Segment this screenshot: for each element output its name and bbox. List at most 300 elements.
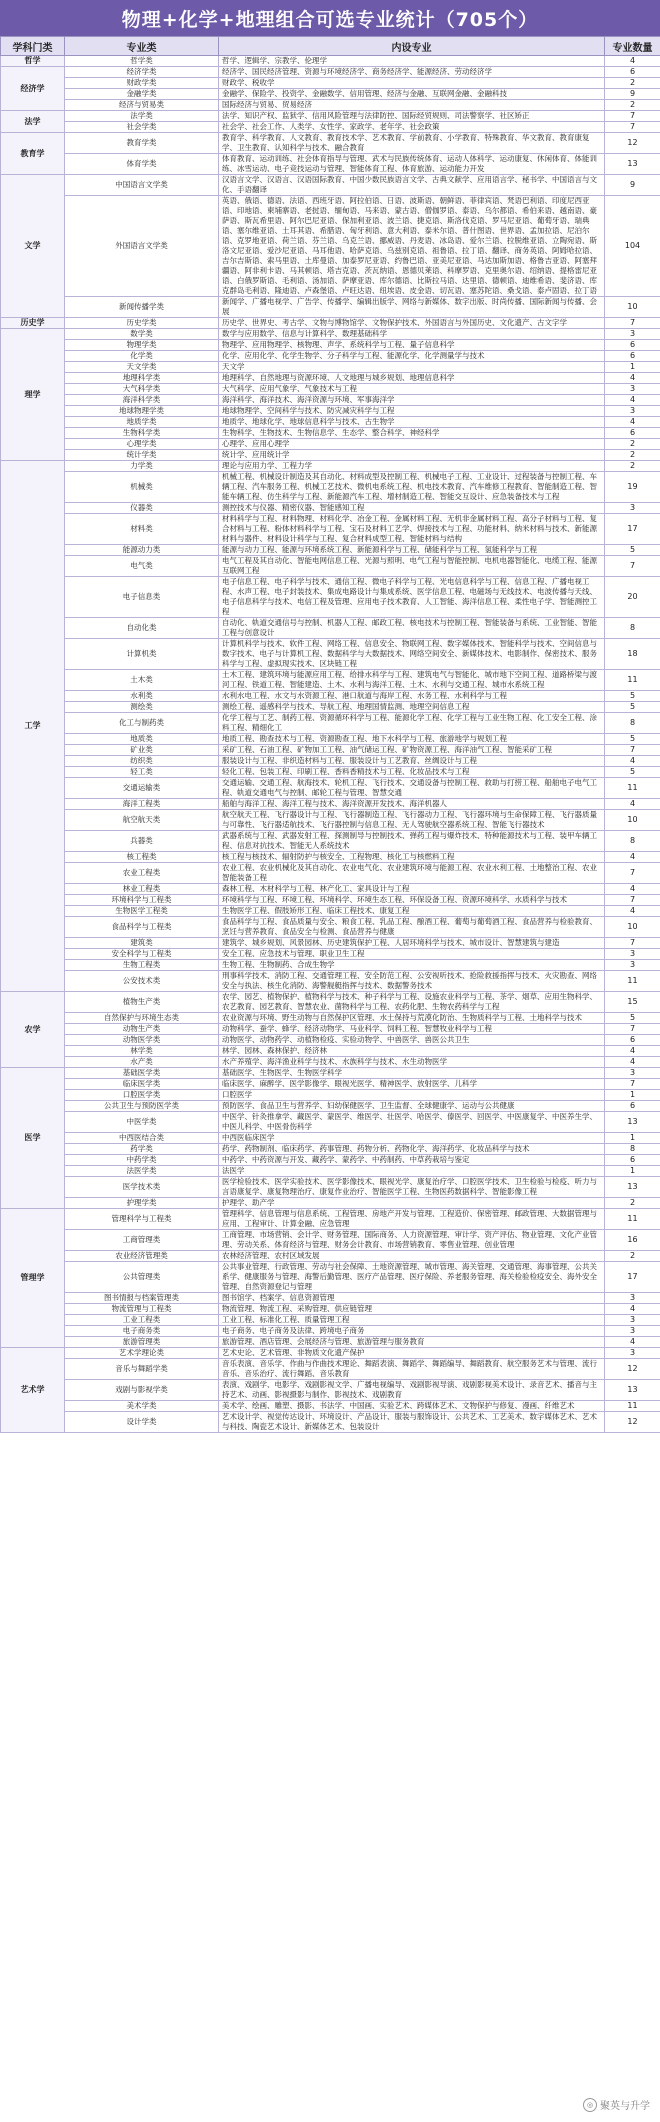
table-row — [1, 1155, 660, 1166]
major-class-cell: 财政学类 — [65, 78, 219, 89]
count-cell: 11 — [605, 1209, 660, 1230]
count-cell: 7 — [605, 318, 660, 329]
table-row — [1, 1359, 660, 1380]
majors-cell: 公共事业管理、行政管理、劳动与社会保障、土地资源管理、城市管理、海关管理、交通管理、海事管理、公共关系学、健康服务与管理、海警后勤管理、医疗产品管理、医疗保险、养老服务管理、海关检验检疫安全、海外安全管理、自然资源登记与管理 — [219, 1262, 605, 1293]
count-cell: 4 — [605, 1046, 660, 1057]
count-cell: 18 — [605, 639, 660, 670]
table-row — [1, 906, 660, 917]
majors-cell: 美术学、绘画、雕塑、摄影、书法学、中国画、实验艺术、跨媒体艺术、文物保护与修复、漫画、纤维艺术 — [219, 1401, 605, 1412]
count-cell: 1 — [605, 1166, 660, 1177]
category-cell: 法学 — [1, 111, 65, 133]
majors-cell: 农业资源与环境、野生动物与自然保护区管理、水土保持与荒漠化防治、生物质科学与工程、土地科学与技术 — [219, 1013, 605, 1024]
table-row — [1, 472, 660, 503]
count-cell: 6 — [605, 1035, 660, 1046]
table-row — [1, 384, 660, 395]
major-class-cell: 水利类 — [65, 691, 219, 702]
majors-cell: 农林经济管理、农村区域发展 — [219, 1251, 605, 1262]
count-cell: 10 — [605, 917, 660, 938]
count-cell: 4 — [605, 799, 660, 810]
major-class-cell: 外国语言文学类 — [65, 196, 219, 297]
majors-cell: 财政学、税收学 — [219, 78, 605, 89]
major-class-cell: 公共卫生与预防医学类 — [65, 1101, 219, 1112]
count-cell: 4 — [605, 373, 660, 384]
major-class-cell: 农业经济管理类 — [65, 1251, 219, 1262]
table-row — [1, 175, 660, 196]
major-class-cell: 核工程类 — [65, 852, 219, 863]
major-class-cell: 艺术学理论类 — [65, 1348, 219, 1359]
count-cell: 7 — [605, 111, 660, 122]
table-row — [1, 503, 660, 514]
count-cell: 5 — [605, 734, 660, 745]
majors-cell: 武器系统与工程、武器发射工程、探测制导与控制技术、弹药工程与爆炸技术、特种能源技术与工程、装甲车辆工程、信息对抗技术、智能无人系统技术 — [219, 831, 605, 852]
table-row — [1, 949, 660, 960]
majors-cell: 生物工程、生物制药、合成生物学 — [219, 960, 605, 971]
count-cell: 4 — [605, 395, 660, 406]
table-row — [1, 1251, 660, 1262]
major-class-cell: 电子信息类 — [65, 577, 219, 618]
count-cell: 8 — [605, 1144, 660, 1155]
majors-cell: 音乐表演、音乐学、作曲与作曲技术理论、舞蹈表演、舞蹈学、舞蹈编导、舞蹈教育、航空服务艺术与管理、流行音乐、音乐治疗、流行舞蹈、音乐教育 — [219, 1359, 605, 1380]
table-row — [1, 702, 660, 713]
count-cell: 7 — [605, 1079, 660, 1090]
major-class-cell: 体育学类 — [65, 154, 219, 175]
count-cell: 13 — [605, 154, 660, 175]
majors-cell: 中药学、中药资源与开发、藏药学、蒙药学、中药制药、中草药栽培与鉴定 — [219, 1155, 605, 1166]
major-class-cell: 自动化类 — [65, 618, 219, 639]
major-class-cell: 地理科学类 — [65, 373, 219, 384]
watermark-text: 聚英与升学 — [600, 2101, 650, 2112]
table-row — [1, 56, 660, 67]
majors-cell: 法医学 — [219, 1166, 605, 1177]
count-cell: 11 — [605, 670, 660, 691]
table-row — [1, 1304, 660, 1315]
major-class-cell: 生物医学工程类 — [65, 906, 219, 917]
majors-cell: 旅游管理、酒店管理、会展经济与管理、旅游管理与服务教育 — [219, 1337, 605, 1348]
table-row — [1, 1230, 660, 1251]
majors-cell: 电气工程及其自动化、智能电网信息工程、光源与照明、电气工程与智能控制、电机电器智能化、电缆工程、能源互联网工程 — [219, 556, 605, 577]
major-class-cell: 戏剧与影视学类 — [65, 1380, 219, 1401]
majors-cell: 测绘工程、遥感科学与技术、导航工程、地理国情监测、地理空间信息工程 — [219, 702, 605, 713]
table-row — [1, 992, 660, 1013]
table-row — [1, 100, 660, 111]
majors-cell: 动物医学、动物药学、动植物检疫、实验动物学、中兽医学、兽医公共卫生 — [219, 1035, 605, 1046]
table-row — [1, 577, 660, 618]
table-row — [1, 1326, 660, 1337]
count-cell: 4 — [605, 1304, 660, 1315]
table-row — [1, 938, 660, 949]
major-class-cell: 金融学类 — [65, 89, 219, 100]
category-cell: 管理学 — [1, 1209, 65, 1348]
major-class-cell: 力学类 — [65, 461, 219, 472]
majors-cell: 森林工程、木材科学与工程、林产化工、家具设计与工程 — [219, 884, 605, 895]
majors-cell: 工商管理、市场营销、会计学、财务管理、国际商务、人力资源管理、审计学、资产评估、物业管理、文化产业管理、劳动关系、体育经济与管理、财务会计教育、市场营销教育、零售业管理、创业管理 — [219, 1230, 605, 1251]
major-class-cell: 图书情报与档案管理类 — [65, 1293, 219, 1304]
count-cell: 5 — [605, 1013, 660, 1024]
table-row — [1, 78, 660, 89]
majors-cell: 汉语言文学、汉语言、汉语国际教育、中国少数民族语言文学、古典文献学、应用语言学、秘书学、中国语言与文化、手语翻译 — [219, 175, 605, 196]
table-row — [1, 395, 660, 406]
majors-cell: 统计学、应用统计学 — [219, 450, 605, 461]
majors-cell: 中西医临床医学 — [219, 1133, 605, 1144]
count-cell: 6 — [605, 351, 660, 362]
majors-cell: 材料科学与工程、材料物理、材料化学、冶金工程、金属材料工程、无机非金属材料工程、高分子材料与工程、复合材料与工程、粉体材料科学与工程、宝石及材料工艺学、焊接技术与工程、功能材料、纳米材料与技术、新能源材料与器件、材料设计科学与工程、复合材料成型工程、智能材料与结构 — [219, 514, 605, 545]
majors-cell: 经济学、国民经济管理、资源与环境经济学、商务经济学、能源经济、劳动经济学 — [219, 67, 605, 78]
count-cell: 6 — [605, 428, 660, 439]
major-class-cell: 林业工程类 — [65, 884, 219, 895]
count-cell: 4 — [605, 56, 660, 67]
major-class-cell: 化工与制药类 — [65, 713, 219, 734]
major-class-cell: 海洋工程类 — [65, 799, 219, 810]
count-cell: 3 — [605, 1068, 660, 1079]
table-row — [1, 960, 660, 971]
table-row — [1, 196, 660, 297]
count-cell: 3 — [605, 1326, 660, 1337]
table-row — [1, 545, 660, 556]
count-cell: 6 — [605, 1101, 660, 1112]
wechat-icon: ◎ — [583, 2098, 597, 2112]
table-row — [1, 406, 660, 417]
count-cell: 9 — [605, 175, 660, 196]
table-row — [1, 1068, 660, 1079]
major-class-cell: 林学类 — [65, 1046, 219, 1057]
majors-cell: 医学检验技术、医学实验技术、医学影像技术、眼视光学、康复治疗学、口腔医学技术、卫生检验与检疫、听力与言语康复学、康复物理治疗、康复作业治疗、智能医学工程、生物医药数据科学、智能影像工程 — [219, 1177, 605, 1198]
majors-cell: 核工程与核技术、辐射防护与核安全、工程物理、核化工与核燃料工程 — [219, 852, 605, 863]
major-class-cell: 经济学类 — [65, 67, 219, 78]
count-cell: 3 — [605, 384, 660, 395]
table-row — [1, 618, 660, 639]
major-class-cell: 临床医学类 — [65, 1079, 219, 1090]
majors-cell: 航空航天工程、飞行器设计与工程、飞行器制造工程、飞行器动力工程、飞行器环境与生命保障工程、飞行器质量与可靠性、飞行器适航技术、飞行器控制与信息工程、无人驾驶航空器系统工程、智能飞行器技术 — [219, 810, 605, 831]
major-class-cell: 数学类 — [65, 329, 219, 340]
table-row — [1, 1057, 660, 1068]
majors-cell: 生物医学工程、假肢矫形工程、临床工程技术、康复工程 — [219, 906, 605, 917]
count-cell: 2 — [605, 461, 660, 472]
table-row — [1, 734, 660, 745]
major-class-cell: 海洋科学类 — [65, 395, 219, 406]
table-row — [1, 439, 660, 450]
table-row — [1, 810, 660, 831]
table-row — [1, 971, 660, 992]
major-class-cell: 电气类 — [65, 556, 219, 577]
major-class-cell: 机械类 — [65, 472, 219, 503]
table-row — [1, 852, 660, 863]
majors-cell: 船舶与海洋工程、海洋工程与技术、海洋资源开发技术、海洋机器人 — [219, 799, 605, 810]
table-row — [1, 778, 660, 799]
table-row — [1, 89, 660, 100]
count-cell: 2 — [605, 439, 660, 450]
count-cell: 19 — [605, 472, 660, 503]
table-row — [1, 351, 660, 362]
category-cell: 农学 — [1, 992, 65, 1068]
major-class-cell: 美术学类 — [65, 1401, 219, 1412]
major-class-cell: 新闻传播学类 — [65, 297, 219, 318]
count-cell: 104 — [605, 196, 660, 297]
count-cell: 8 — [605, 618, 660, 639]
major-class-cell: 纺织类 — [65, 756, 219, 767]
count-cell: 6 — [605, 340, 660, 351]
major-class-cell: 农业工程类 — [65, 863, 219, 884]
majors-cell: 能源与动力工程、能源与环境系统工程、新能源科学与工程、储能科学与工程、氢能科学与工程 — [219, 545, 605, 556]
major-class-cell: 统计学类 — [65, 450, 219, 461]
major-class-cell: 音乐与舞蹈学类 — [65, 1359, 219, 1380]
count-cell: 11 — [605, 971, 660, 992]
major-class-cell: 交通运输类 — [65, 778, 219, 799]
majors-cell: 计算机科学与技术、软件工程、网络工程、信息安全、物联网工程、数字媒体技术、智能科学与技术、空间信息与数字技术、电子与计算机工程、数据科学与大数据技术、网络空间安全、新媒体技术、电影制作、保密技术、服务科学与工程、虚拟现实技术、区块链工程 — [219, 639, 605, 670]
count-cell: 2 — [605, 1198, 660, 1209]
count-cell: 9 — [605, 89, 660, 100]
major-class-cell: 仪器类 — [65, 503, 219, 514]
major-class-cell: 物理学类 — [65, 340, 219, 351]
major-class-cell: 材料类 — [65, 514, 219, 545]
table-row — [1, 556, 660, 577]
majors-cell: 机械工程、机械设计制造及其自动化、材料成型及控制工程、机械电子工程、工业设计、过程装备与控制工程、车辆工程、汽车服务工程、机械工艺技术、微机电系统工程、机电技术教育、汽车维修工程教育、智能制造工程、智能车辆工程、仿生科学与工程、新能源汽车工程、增材制造工程、智能交互设计、应急装备技术与工程 — [219, 472, 605, 503]
majors-cell: 化学工程与工艺、制药工程、资源循环科学与工程、能源化学工程、化学工程与工业生物工程、化工安全工程、涂料工程、精细化工 — [219, 713, 605, 734]
majors-cell: 护理学、助产学 — [219, 1198, 605, 1209]
count-cell: 8 — [605, 713, 660, 734]
category-cell: 医学 — [1, 1068, 65, 1209]
major-class-cell: 化学类 — [65, 351, 219, 362]
table-row — [1, 767, 660, 778]
count-cell: 2 — [605, 100, 660, 111]
count-cell: 5 — [605, 702, 660, 713]
major-class-cell: 护理学类 — [65, 1198, 219, 1209]
table-row — [1, 514, 660, 545]
count-cell: 3 — [605, 1315, 660, 1326]
count-cell: 7 — [605, 556, 660, 577]
majors-cell: 建筑学、城乡规划、风景园林、历史建筑保护工程、人居环境科学与技术、城市设计、智慧建筑与建造 — [219, 938, 605, 949]
major-class-cell: 口腔医学类 — [65, 1090, 219, 1101]
majors-cell: 新闻学、广播电视学、广告学、传播学、编辑出版学、网络与新媒体、数字出版、时尚传播、国际新闻与传播、会展 — [219, 297, 605, 318]
count-cell: 12 — [605, 1412, 660, 1433]
majors-cell: 环境科学与工程、环境工程、环境科学、环境生态工程、环保设备工程、资源环境科学、水质科学与技术 — [219, 895, 605, 906]
major-class-cell: 动物生产类 — [65, 1024, 219, 1035]
major-class-cell: 地质学类 — [65, 417, 219, 428]
major-class-cell: 自然保护与环境生态类 — [65, 1013, 219, 1024]
count-cell: 7 — [605, 938, 660, 949]
table-row — [1, 1079, 660, 1090]
count-cell: 13 — [605, 1177, 660, 1198]
majors-cell: 服装设计与工程、非织造材料与工程、服装设计与工艺教育、丝绸设计与工程 — [219, 756, 605, 767]
majors-cell: 基础医学、生物医学、生物医学科学 — [219, 1068, 605, 1079]
table-row — [1, 133, 660, 154]
table-row — [1, 428, 660, 439]
table-row — [1, 450, 660, 461]
count-cell: 7 — [605, 745, 660, 756]
table-row — [1, 1348, 660, 1359]
majors-cell: 物流管理、物流工程、采购管理、供应链管理 — [219, 1304, 605, 1315]
count-cell: 6 — [605, 1155, 660, 1166]
table-row — [1, 884, 660, 895]
majors-cell: 哲学、逻辑学、宗教学、伦理学 — [219, 56, 605, 67]
count-cell: 12 — [605, 133, 660, 154]
table-row — [1, 917, 660, 938]
major-class-cell: 食品科学与工程类 — [65, 917, 219, 938]
majors-cell: 管理科学、信息管理与信息系统、工程管理、房地产开发与管理、工程造价、保密管理、邮政管理、大数据管理与应用、工程审计、计算金融、应急管理 — [219, 1209, 605, 1230]
page-title: 物理+化学+地理组合可选专业统计（705个） — [0, 0, 660, 36]
major-class-cell: 哲学类 — [65, 56, 219, 67]
table-row — [1, 691, 660, 702]
count-cell: 13 — [605, 1380, 660, 1401]
table-row — [1, 340, 660, 351]
major-class-cell: 轻工类 — [65, 767, 219, 778]
major-class-cell: 电子商务类 — [65, 1326, 219, 1337]
table-row — [1, 831, 660, 852]
count-cell: 11 — [605, 778, 660, 799]
table-row — [1, 1177, 660, 1198]
major-class-cell: 基础医学类 — [65, 1068, 219, 1079]
majors-cell: 安全工程、应急技术与管理、职业卫生工程 — [219, 949, 605, 960]
majors-cell: 物理学、应用物理学、核物理、声学、系统科学与工程、量子信息科学 — [219, 340, 605, 351]
table-row — [1, 1035, 660, 1046]
table-row — [1, 1315, 660, 1326]
count-cell: 20 — [605, 577, 660, 618]
majors-cell: 法学、知识产权、监狱学、信用风险管理与法律防控、国际经贸规则、司法警察学、社区矫正 — [219, 111, 605, 122]
count-cell: 1 — [605, 1133, 660, 1144]
count-cell: 4 — [605, 906, 660, 917]
major-class-cell: 经济与贸易类 — [65, 100, 219, 111]
major-class-cell: 工商管理类 — [65, 1230, 219, 1251]
major-class-cell: 环境科学与工程类 — [65, 895, 219, 906]
count-cell: 1 — [605, 362, 660, 373]
table-row — [1, 67, 660, 78]
count-cell: 4 — [605, 417, 660, 428]
majors-cell: 电子商务、电子商务及法律、跨境电子商务 — [219, 1326, 605, 1337]
majors-cell: 天文学 — [219, 362, 605, 373]
majors-cell: 理论与应用力学、工程力学 — [219, 461, 605, 472]
table-row — [1, 1293, 660, 1304]
majors-cell: 药学、药物制剂、临床药学、药事管理、药物分析、药物化学、海洋药学、化妆品科学与技术 — [219, 1144, 605, 1155]
major-class-cell: 中医学类 — [65, 1112, 219, 1133]
table-row — [1, 799, 660, 810]
table-row — [1, 318, 660, 329]
majors-cell: 历史学、世界史、考古学、文物与博物馆学、文物保护技术、外国语言与外国历史、文化遗产、古文字学 — [219, 318, 605, 329]
count-cell: 2 — [605, 78, 660, 89]
header-major-class: 专业类 — [65, 37, 219, 56]
majors-cell: 测控技术与仪器、精密仪器、智能感知工程 — [219, 503, 605, 514]
table-row — [1, 1337, 660, 1348]
category-cell: 历史学 — [1, 318, 65, 329]
count-cell: 2 — [605, 1251, 660, 1262]
major-class-cell: 中西医结合类 — [65, 1133, 219, 1144]
table-row — [1, 1380, 660, 1401]
table-body — [1, 56, 660, 1433]
count-cell: 4 — [605, 884, 660, 895]
major-class-cell: 地球物理学类 — [65, 406, 219, 417]
count-cell: 10 — [605, 297, 660, 318]
table-row — [1, 461, 660, 472]
majors-cell: 体育教育、运动训练、社会体育指导与管理、武术与民族传统体育、运动人体科学、运动康复、休闲体育、体能训练、冰雪运动、电子竞技运动与管理、智能体育工程、体育旅游、运动能力开发 — [219, 154, 605, 175]
category-cell: 哲学 — [1, 56, 65, 67]
count-cell: 3 — [605, 1293, 660, 1304]
count-cell: 3 — [605, 1348, 660, 1359]
majors-cell: 地质学、地球化学、地球信息科学与技术、古生物学 — [219, 417, 605, 428]
count-cell: 17 — [605, 514, 660, 545]
count-cell: 8 — [605, 831, 660, 852]
table-header-row — [1, 37, 660, 56]
count-cell: 6 — [605, 67, 660, 78]
table-row — [1, 1209, 660, 1230]
table-row — [1, 670, 660, 691]
count-cell: 15 — [605, 992, 660, 1013]
major-class-cell: 水产类 — [65, 1057, 219, 1068]
category-cell: 文学 — [1, 175, 65, 318]
table-row — [1, 1024, 660, 1035]
major-class-cell: 法医学类 — [65, 1166, 219, 1177]
majors-cell: 轻化工程、包装工程、印刷工程、香料香精技术与工程、化妆品技术与工程 — [219, 767, 605, 778]
count-cell: 4 — [605, 1337, 660, 1348]
table-row — [1, 1166, 660, 1177]
count-cell: 4 — [605, 756, 660, 767]
majors-cell: 预防医学、食品卫生与营养学、妇幼保健医学、卫生监督、全球健康学、运动与公共健康 — [219, 1101, 605, 1112]
majors-cell: 地质工程、勘查技术与工程、资源勘查工程、地下水科学与工程、旅游地学与规划工程 — [219, 734, 605, 745]
major-class-cell: 大气科学类 — [65, 384, 219, 395]
majors-cell: 土木工程、建筑环境与能源应用工程、给排水科学与工程、建筑电气与智能化、城市地下空间工程、道路桥梁与渡河工程、铁道工程、智能建造、土木、水利与海洋工程、土木、水利与交通工程、城市水系统工程 — [219, 670, 605, 691]
major-class-cell: 动物医学类 — [65, 1035, 219, 1046]
count-cell: 5 — [605, 691, 660, 702]
major-class-cell: 植物生产类 — [65, 992, 219, 1013]
table-row — [1, 1262, 660, 1293]
table-row — [1, 417, 660, 428]
table-row — [1, 1401, 660, 1412]
majors-cell: 采矿工程、石油工程、矿物加工工程、油气储运工程、矿物资源工程、海洋油气工程、智能采矿工程 — [219, 745, 605, 756]
count-cell: 5 — [605, 767, 660, 778]
count-cell: 17 — [605, 1262, 660, 1293]
count-cell: 16 — [605, 1230, 660, 1251]
count-cell: 7 — [605, 1024, 660, 1035]
count-cell: 4 — [605, 852, 660, 863]
majors-cell: 工业工程、标准化工程、质量管理工程 — [219, 1315, 605, 1326]
category-cell: 艺术学 — [1, 1348, 65, 1433]
table-row — [1, 895, 660, 906]
table-row — [1, 1133, 660, 1144]
majors-cell: 教育学、科学教育、人文教育、教育技术学、艺术教育、学前教育、小学教育、特殊教育、华文教育、教育康复学、卫生教育、认知科学与技术、融合教育 — [219, 133, 605, 154]
majors-cell: 农业工程、农业机械化及其自动化、农业电气化、农业建筑环境与能源工程、农业水利工程、土地整治工程、农业智能装备工程 — [219, 863, 605, 884]
major-class-cell: 心理学类 — [65, 439, 219, 450]
table-row — [1, 154, 660, 175]
table-row — [1, 373, 660, 384]
table-row — [1, 863, 660, 884]
count-cell: 3 — [605, 960, 660, 971]
majors-cell: 地球物理学、空间科学与技术、防灾减灾科学与工程 — [219, 406, 605, 417]
majors-cell: 海洋科学、海洋技术、海洋资源与环境、军事海洋学 — [219, 395, 605, 406]
major-class-cell: 物流管理与工程类 — [65, 1304, 219, 1315]
major-class-cell: 矿业类 — [65, 745, 219, 756]
major-class-cell: 管理科学与工程类 — [65, 1209, 219, 1230]
majors-cell: 动物科学、蚕学、蜂学、经济动物学、马业科学、饲料工程、智慧牧业科学与工程 — [219, 1024, 605, 1035]
watermark — [583, 2097, 650, 2112]
table-row — [1, 362, 660, 373]
category-cell: 教育学 — [1, 133, 65, 175]
category-cell: 理学 — [1, 329, 65, 461]
table-row — [1, 1013, 660, 1024]
majors-cell: 表演、戏剧学、电影学、戏剧影视文学、广播电视编导、戏剧影视导演、戏剧影视美术设计、录音艺术、播音与主持艺术、动画、影视摄影与制作、影视技术、戏剧教育 — [219, 1380, 605, 1401]
count-cell: 1 — [605, 1090, 660, 1101]
count-cell: 3 — [605, 406, 660, 417]
majors-cell: 电子信息工程、电子科学与技术、通信工程、微电子科学与工程、光电信息科学与工程、信息工程、广播电视工程、水声工程、电子封装技术、集成电路设计与集成系统、医学信息工程、电磁场与无线技术、电波传播与天线、电子信息科学与技术、电信工程及管理、应用电子技术教育、人工智能、海洋信息工程、柔性电子学、智能测控工程 — [219, 577, 605, 618]
table-row — [1, 639, 660, 670]
majors-cell: 地理科学、自然地理与资源环境、人文地理与城乡规划、地理信息科学 — [219, 373, 605, 384]
major-class-cell: 工业工程类 — [65, 1315, 219, 1326]
majors-cell: 水产养殖学、海洋渔业科学与技术、水族科学与技术、水生动物医学 — [219, 1057, 605, 1068]
major-class-cell: 能源动力类 — [65, 545, 219, 556]
table-row — [1, 1101, 660, 1112]
major-class-cell: 法学类 — [65, 111, 219, 122]
count-cell: 11 — [605, 1401, 660, 1412]
majors-cell: 社会学、社会工作、人类学、女性学、家政学、老年学、社会政策 — [219, 122, 605, 133]
majors-cell: 图书馆学、档案学、信息资源管理 — [219, 1293, 605, 1304]
major-class-cell: 地质类 — [65, 734, 219, 745]
header-count: 专业数量 — [605, 37, 660, 56]
